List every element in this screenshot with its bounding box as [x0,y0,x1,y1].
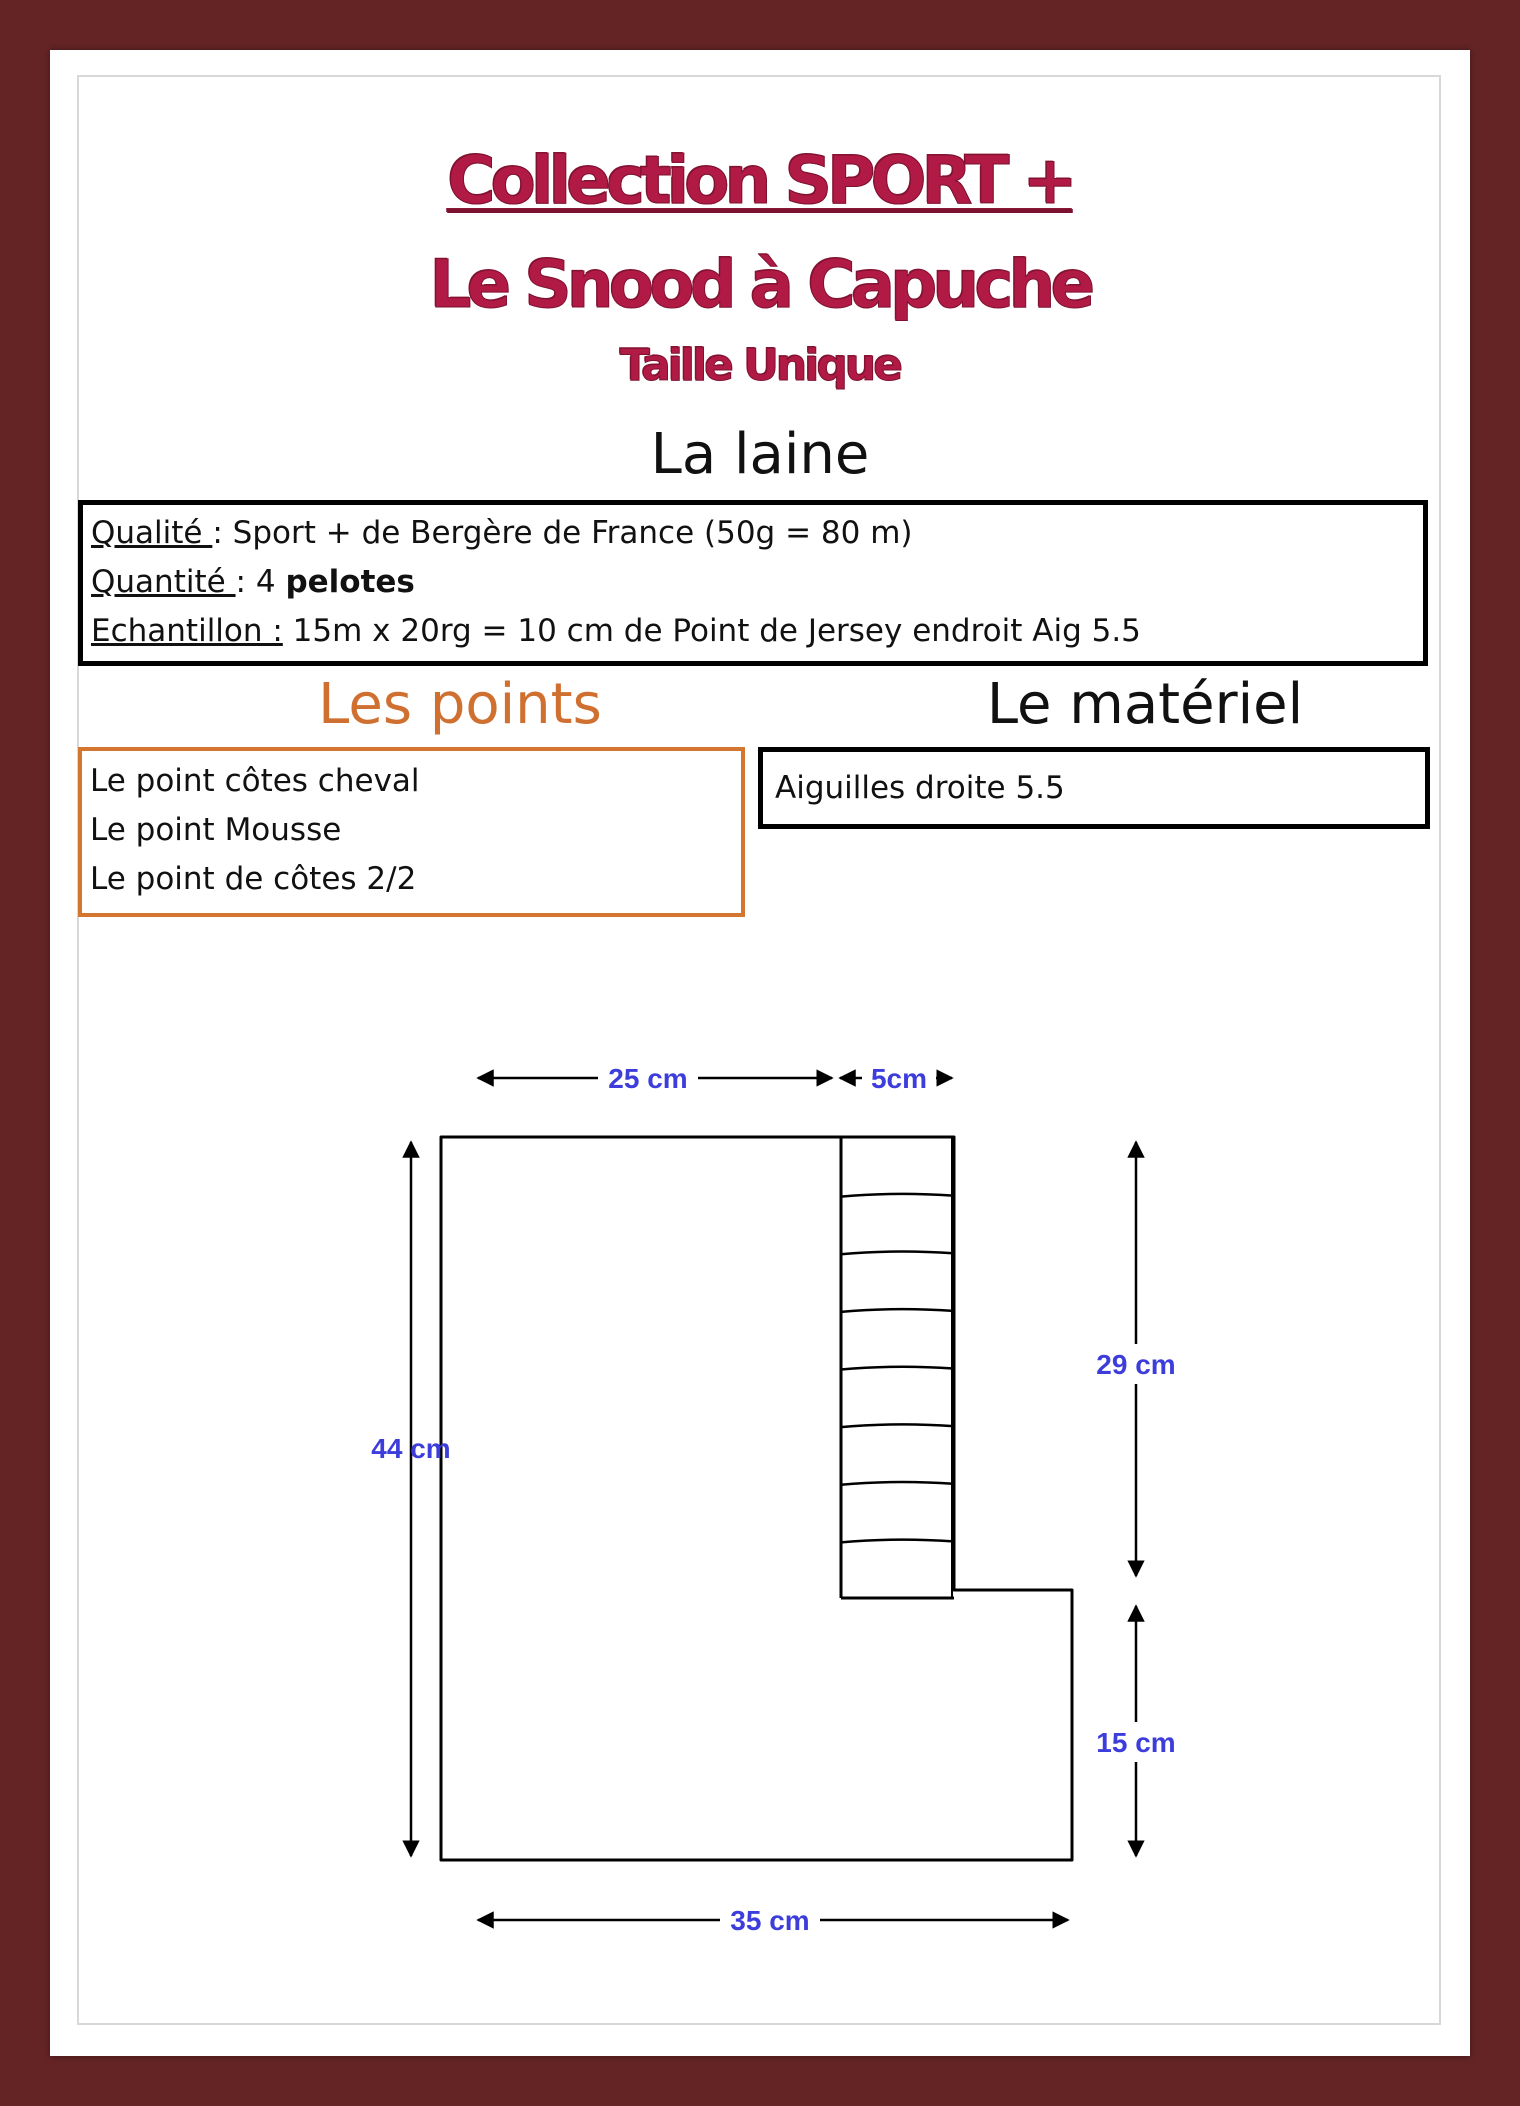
band-row-line [841,1367,953,1370]
snood-outline [441,1137,1072,1860]
stitch-item: Le point Mousse [90,812,342,848]
collection-title: Collection SPORT + [447,142,1073,219]
size-subtitle: Taille Unique [619,340,901,391]
stitches-heading: Les points [318,672,602,737]
left-height-label: 44 cm [371,1433,451,1464]
band-rows-group [841,1194,953,1543]
band-width-label: 5cm [870,1063,928,1094]
band-row-line [841,1540,953,1543]
band-row-line [841,1251,953,1254]
band-row-line [841,1309,953,1312]
pattern-page [50,50,1470,2056]
material-heading: Le matériel [986,672,1304,737]
band-row-line [841,1194,953,1197]
top-width-label: 25 cm [608,1063,688,1094]
quantity-separator: : [235,564,256,600]
bottom-width-label: 35 cm [730,1905,810,1936]
snood-schematic-diagram [50,50,1470,2056]
pattern-title: Le Snood à Capuche [429,246,1091,323]
stitch-item: Le point de côtes 2/2 [90,861,417,897]
wool-heading: La laine [650,422,870,487]
upper-right-height-label: 29 cm [1096,1349,1176,1380]
band-row-line [841,1482,953,1485]
lower-right-height-label: 15 cm [1096,1727,1176,1758]
quantity-number: 4 [255,564,286,600]
sample-label: Echantillon : [91,613,283,649]
stitch-item: Le point côtes cheval [90,763,420,799]
sample-value: 15m x 20rg = 10 cm de Point de Jersey endroit Aig 5.5 [282,613,1141,649]
quantity-label: Quantité [91,564,236,600]
band-row-line [841,1424,953,1427]
material-item: Aiguilles droite 5.5 [775,770,1065,806]
quality-separator: : [212,515,233,551]
quality-label: Qualité [91,515,213,551]
quality-value: Sport + de Bergère de France (50g = 80 m) [232,515,913,551]
quantity-unit: pelotes [285,564,415,600]
